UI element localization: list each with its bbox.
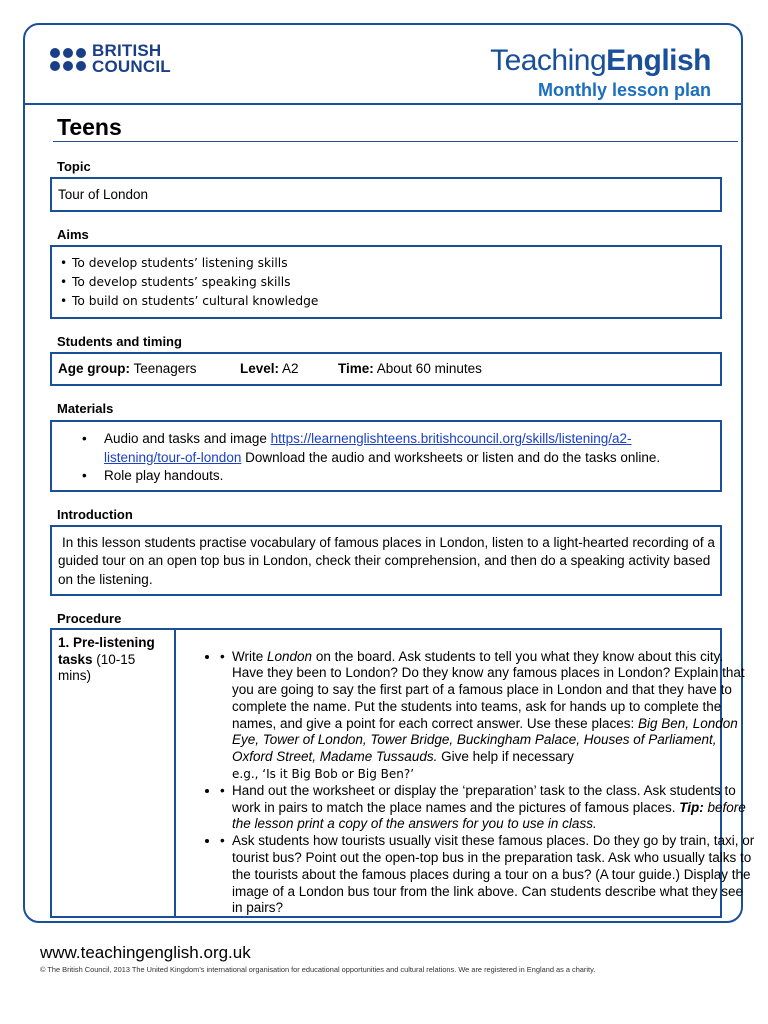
aim-item: • To build on students’ cultural knowledge — [52, 292, 318, 311]
materials-box — [50, 420, 722, 492]
stage-steps — [180, 649, 756, 918]
step-item: • • Hand out the worksheet or display the ‘preparation’ task to the class. Ask students to work in pairs to match the place names and the pictures of famous places. Tip: before the lesson print a copy of the answers for you to use in class. — [220, 783, 756, 833]
material-item: • Role play handouts. — [52, 467, 712, 486]
footer-url[interactable]: www.teachingenglish.org.uk — [40, 943, 251, 962]
logo-dots-icon — [50, 48, 86, 71]
lesson-link[interactable]: https://learnenglishteens.britishcouncil.org/skills/listening/a2-listening/tour-of-london — [104, 431, 632, 465]
introduction-text: In this lesson students practise vocabulary of famous places in London, listen to a light-hearted recording of a guided tour on an open top bus in London, check their comprehension, and then do a speaking activity based on the listening. — [58, 535, 715, 587]
procedure-heading: Procedure — [57, 611, 122, 626]
footer-copyright: © The British Council, 2013 The United Kingdom’s international organisation for educational opportunities and cultural relations. We are registered in England as a charity. — [40, 965, 596, 974]
time: Time: About 60 minutes — [338, 361, 482, 376]
introduction-heading: Introduction — [57, 507, 133, 522]
topic-value: Tour of London — [58, 187, 149, 202]
aim-item: • To develop students’ speaking skills — [52, 273, 318, 292]
topic-box — [50, 177, 722, 212]
timing-heading: Students and timing — [57, 334, 182, 349]
logo-line-1: BRITISH — [92, 41, 162, 60]
stage-cell: 1. Pre-listening tasks (10-15 mins) — [58, 635, 155, 683]
introduction-box — [50, 525, 722, 596]
materials-heading: Materials — [57, 401, 114, 416]
british-council-logo — [50, 43, 171, 75]
material-item: • Audio and tasks and image https://learnenglishteens.britishcouncil.org/skills/listening/a2-listening/tour-of-london Download the audio and worksheets or listen and do the tasks online. — [52, 430, 712, 467]
aims-box — [50, 245, 722, 319]
level: Level: A2 — [240, 361, 299, 376]
teaching-english-title: TeachingEnglish — [490, 44, 711, 77]
age-group: Age group: Teenagers — [58, 361, 197, 376]
aim-item: • To develop students’ listening skills — [52, 254, 318, 273]
timing-box — [50, 352, 722, 386]
header-subtitle: Monthly lesson plan — [537, 80, 711, 100]
title-underline — [53, 141, 738, 142]
page-title: Teens — [57, 114, 122, 140]
aims-heading: Aims — [57, 227, 89, 242]
procedure-column-divider — [174, 630, 176, 916]
step-item: • • Ask students how tourists usually visit these famous places. Do they go by train, taxi, or tourist bus? Point out the open-top bus in the preparation task. Ask who usually talks to the tourists about the famous places during a tour on a bus? (A tour guide.) Display the image of a London bus tour from the link above. Can students describe what they see in pairs? — [220, 833, 756, 917]
step-item: • • Write London on the board. Ask students to tell you what they know about this city. Have they been to London? Do they know any famous places in London? Explain that you are going to say the first part of a famous place in London and that they have to complete the name. Put the students into teams, ask for hands up to complete the names, and give a point for each correct answer. Use these places: Big Ben, London Eye, Tower of London, Tower Bridge, Buckingham Palace, Houses of Parliament, Oxford Street, Madame Tussauds. Give help if necessary e.g., ‘Is it Big Bob or Big Ben?’ — [220, 649, 756, 783]
procedure-table — [50, 628, 755, 918]
header-divider — [25, 103, 741, 105]
topic-heading: Topic — [57, 159, 91, 174]
logo-line-2: COUNCIL — [92, 57, 171, 76]
